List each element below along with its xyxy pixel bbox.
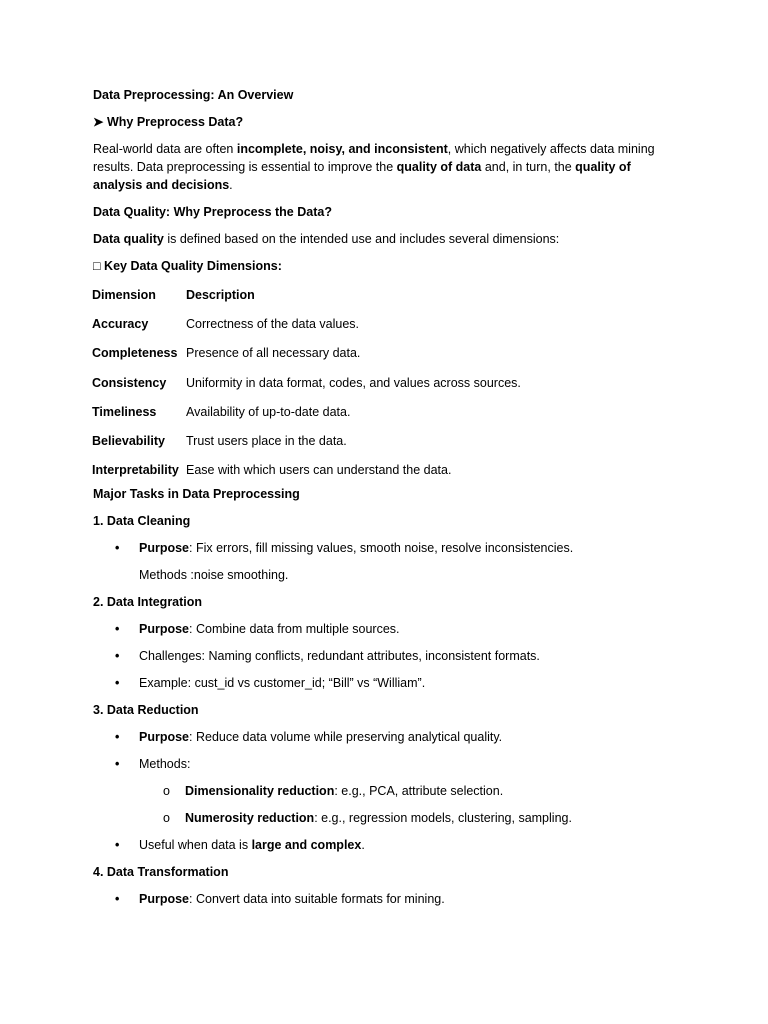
bullet-icon: • <box>115 676 120 691</box>
table-row <box>92 315 521 344</box>
intro-text-1: Real-world data are often <box>93 142 237 156</box>
list-item <box>93 539 673 557</box>
table-row <box>92 461 521 485</box>
method-name: Dimensionality reduction <box>185 784 335 799</box>
sub-bullet-icon: o <box>163 784 170 799</box>
document-title: Data Preprocessing: An Overview <box>93 88 294 102</box>
purpose-label: Purpose <box>139 541 190 556</box>
why-preprocess-heading-text: Why Preprocess Data? <box>106 115 244 129</box>
table-cell-description: Presence of all necessary data. <box>186 346 361 361</box>
sub-bullet-icon: o <box>163 811 170 826</box>
table-row <box>92 374 521 403</box>
major-tasks-heading: Major Tasks in Data Preprocessing <box>93 487 300 502</box>
list-item <box>93 890 673 908</box>
challenges-text: Challenges: Naming conflicts, redundant attributes, inconsistent formats. <box>139 649 540 664</box>
purpose-text: : Reduce data volume while preserving analytical quality. <box>189 730 503 745</box>
table-cell-dimension: Believability <box>92 433 165 448</box>
table-row <box>92 432 521 461</box>
sub-list-item <box>93 782 673 800</box>
bullet-icon: • <box>115 622 120 637</box>
useful-text-1: Useful when data is <box>139 838 252 853</box>
key-dimensions-heading-text: Key Data Quality Dimensions: <box>100 259 282 273</box>
data-quality-heading: Data Quality: Why Preprocess the Data? <box>93 205 332 219</box>
table-header-description: Description <box>186 288 255 302</box>
table-cell-dimension: Completeness <box>92 346 178 361</box>
method-text: : e.g., regression models, clustering, sampling. <box>314 811 572 826</box>
bullet-icon: • <box>115 649 120 664</box>
list-item <box>93 728 673 746</box>
table-cell-description: Correctness of the data values. <box>186 317 360 332</box>
data-quality-term: Data quality <box>93 232 164 246</box>
methods-label: Methods: <box>139 757 191 772</box>
intro-bold-2: quality of data <box>396 160 482 174</box>
bullet-icon: • <box>115 757 120 772</box>
section-heading-data-integration: 2. Data Integration <box>93 595 203 610</box>
example-text: Example: cust_id vs customer_id; “Bill” vs “William”. <box>139 676 426 691</box>
table-cell-dimension: Accuracy <box>92 317 149 332</box>
bullet-icon: • <box>115 730 120 745</box>
purpose-label: Purpose <box>139 892 190 907</box>
list-item <box>93 620 673 638</box>
useful-bold: large and complex <box>251 838 362 853</box>
document-page <box>93 86 673 917</box>
purpose-text: : Combine data from multiple sources. <box>189 622 400 637</box>
checkbox-icon: □ <box>93 259 101 273</box>
arrow-icon: ➤ <box>93 115 104 129</box>
table-row <box>92 344 521 373</box>
bullet-icon: • <box>115 838 120 853</box>
table-cell-description: Ease with which users can understand the data. <box>186 463 452 478</box>
section-heading-data-transformation: 4. Data Transformation <box>93 865 229 880</box>
purpose-text: : Fix errors, fill missing values, smooth noise, resolve inconsistencies. <box>189 541 574 556</box>
table-header-dimension: Dimension <box>92 288 156 302</box>
useful-text-2: . <box>361 838 365 853</box>
intro-bold-1: incomplete, noisy, and inconsistent <box>236 142 448 156</box>
intro-text-4: . <box>229 178 233 192</box>
purpose-label: Purpose <box>139 730 190 745</box>
intro-text-2: , which negatively affects data mining results. Data preprocessing is essential to improve the <box>93 142 655 174</box>
table-cell-dimension: Interpretability <box>92 463 179 478</box>
intro-bold-3: quality of analysis and decisions <box>93 160 631 192</box>
method-text: : e.g., PCA, attribute selection. <box>334 784 504 799</box>
table-cell-description: Availability of up-to-date data. <box>186 404 351 419</box>
intro-paragraph <box>93 140 673 194</box>
why-preprocess-heading <box>93 113 673 131</box>
table-header-row <box>92 286 521 315</box>
section-heading-data-cleaning: 1. Data Cleaning <box>93 514 191 529</box>
data-quality-definition <box>93 230 673 248</box>
table-cell-dimension: Consistency <box>92 375 167 390</box>
table-cell-description: Uniformity in data format, codes, and values across sources. <box>186 375 521 390</box>
quality-dimensions-table <box>92 286 521 485</box>
table-row <box>92 403 521 432</box>
intro-text-3: and, in turn, the <box>481 160 576 174</box>
list-item <box>93 755 673 773</box>
key-dimensions-heading <box>93 257 673 275</box>
purpose-label: Purpose <box>139 622 190 637</box>
method-name: Numerosity reduction <box>185 811 315 826</box>
list-item <box>93 836 673 854</box>
table-cell-description: Trust users place in the data. <box>186 433 347 448</box>
section-heading-data-reduction: 3. Data Reduction <box>93 703 199 718</box>
data-quality-definition-text: is defined based on the intended use and includes several dimensions: <box>163 232 560 246</box>
sub-list-item <box>93 809 673 827</box>
purpose-text: : Convert data into suitable formats for mining. <box>189 892 445 907</box>
list-item <box>93 647 673 665</box>
methods-text: Methods :noise smoothing. <box>139 568 289 583</box>
table-cell-dimension: Timeliness <box>92 404 157 419</box>
bullet-icon: • <box>115 541 120 556</box>
bullet-icon: • <box>115 892 120 907</box>
list-item <box>93 674 673 692</box>
